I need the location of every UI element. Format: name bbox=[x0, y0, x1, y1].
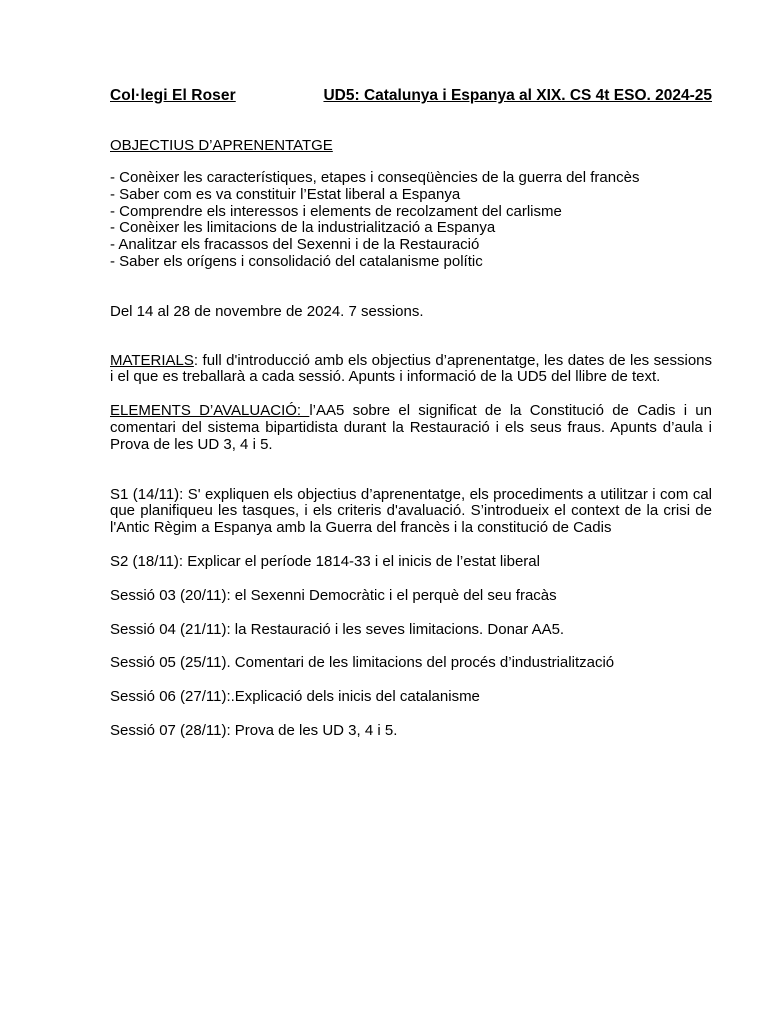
materials-text: : full d'introducció amb els objectius d’aprenentatge, les dates de les sessions i el que es treballarà a cada sessió. Apunts i informació de la UD5 del llibre de text. bbox=[110, 351, 712, 386]
session-7: Sessió 07 (28/11): Prova de les UD 3, 4 i 5. bbox=[110, 721, 398, 739]
objectives-list bbox=[110, 170, 712, 271]
session-6: Sessió 06 (27/11):.Explicació dels inicis del catalanisme bbox=[110, 688, 480, 706]
session-4: Sessió 04 (21/11): la Restauració i les seves limitacions. Donar AA5. bbox=[110, 620, 565, 638]
session-3: Sessió 03 (20/11): el Sexenni Democràtic i el perquè del seu fracàs bbox=[110, 586, 557, 604]
evaluation-paragraph bbox=[110, 403, 712, 453]
dates-paragraph: Del 14 al 28 de novembre de 2024. 7 sessions. bbox=[110, 302, 424, 320]
session-2: S2 (18/11): Explicar el període 1814-33 i el inicis de l’estat liberal bbox=[110, 552, 540, 570]
evaluation-label: ELEMENTS D’AVALUACIÓ: bbox=[110, 402, 310, 420]
objective-item: - Conèixer les limitacions de la industrialització a Espanya bbox=[110, 219, 496, 237]
unit-title: UD5: Catalunya i Espanya al XIX. CS 4t ESO. 2024-25 bbox=[323, 87, 712, 104]
objective-item: - Analitzar els fracassos del Sexenni i de la Restauració bbox=[110, 236, 480, 254]
session-5: Sessió 05 (25/11). Comentari de les limitacions del procés d’industrialització bbox=[110, 654, 615, 672]
objective-item: - Saber els orígens i consolidació del catalanisme polític bbox=[110, 252, 483, 270]
materials-paragraph bbox=[110, 353, 712, 387]
objective-item: - Saber com es va constituir l’Estat liberal a Espanya bbox=[110, 185, 461, 203]
objective-item: - Comprendre els interessos i elements de recolzament del carlisme bbox=[110, 202, 562, 220]
evaluation-text: l’AA5 sobre el significat de la Constitució de Cadis i un comentari del sistema bipartidista durant la Restauració i els seus fraus. Apunts d’aula i Prova de les UD 3, 4 i 5. bbox=[110, 402, 712, 453]
materials-label: MATERIALS bbox=[110, 351, 194, 369]
objective-item: - Conèixer les característiques, etapes i conseqüències de la guerra del francès bbox=[110, 169, 640, 186]
objectives-title: OBJECTIUS D’APRENENTATGE bbox=[110, 137, 333, 154]
session-1: S1 (14/11): S' expliquen els objectius d’aprenentatge, els procediments a utilitzar i com cal que planifiqueu les tasques, i els criteris d'avaluació. S’introdueix el context de la crisi de l'Antic Règim a Espanya amb la Guerra del francès i la constitució de Cadis bbox=[110, 485, 712, 537]
document-header bbox=[110, 86, 712, 106]
document-page bbox=[110, 86, 712, 740]
school-name: Col·legi El Roser bbox=[110, 87, 236, 104]
